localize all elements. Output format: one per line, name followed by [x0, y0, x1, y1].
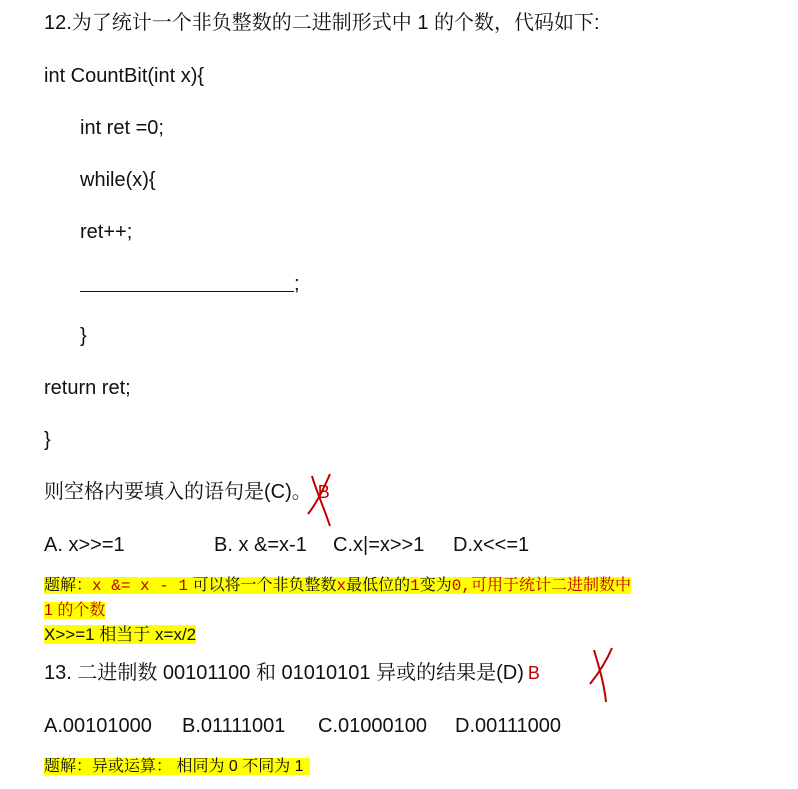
q13-option-b: B.01111001 — [182, 715, 286, 737]
code-line-1: int CountBit(int x){ — [44, 65, 205, 87]
code-blank-line — [80, 271, 300, 297]
q12-explanation-highlight-3: X>>=1 相当于 x=x/2 — [44, 625, 197, 644]
q12-question — [44, 479, 330, 505]
q13-option-c: C.01000100 — [318, 715, 427, 737]
q12-explanation-line-3 — [44, 621, 196, 647]
blank-semicolon: ; — [294, 273, 300, 295]
q12-title: 12.为了统计一个非负整数的二进制形式中 1 的个数，代码如下: — [44, 12, 600, 34]
q13-explanation — [44, 752, 310, 778]
q12-struck-answer: C — [270, 481, 286, 503]
q12-explanation-highlight-2: 1 的个数 — [44, 602, 106, 619]
code-line-4: ret++; — [80, 221, 133, 243]
explanation-one: 1 — [410, 577, 420, 595]
explanation-label: 题解： — [44, 577, 93, 594]
explanation-zero: 0, — [451, 577, 471, 595]
q13-cross-mark — [584, 644, 620, 704]
q13-question-prefix: 13. 二进制数 00101100 和 01010101 异或的结果是( — [44, 662, 503, 684]
q12-explanation-highlight-1 — [44, 577, 631, 594]
q12-option-d: D.x<<=1 — [453, 534, 530, 556]
q12-option-c: C.x|=x>>1 — [333, 534, 425, 556]
code-line-3: while(x){ — [80, 169, 156, 191]
q13-struck-answer: D — [502, 662, 518, 684]
code-line-2: int ret =0; — [80, 117, 164, 139]
q12-explanation-line-2 — [44, 596, 105, 622]
q12-option-a: A. x>>=1 — [44, 534, 125, 556]
q12-corrected-answer: B — [317, 482, 330, 502]
q13-corrected-answer: B — [527, 663, 540, 683]
q13-explanation-highlight: 题解：异或运算： 相同为 0 不同为 1 — [44, 758, 310, 775]
q12-option-b: B. x &=x-1 — [214, 534, 307, 556]
explanation-mid2: 最低位的 — [346, 577, 411, 594]
explanation-mid1: 可以将一个非负整数 — [192, 577, 337, 594]
q13-question — [44, 660, 540, 686]
q13-question-suffix: ) — [517, 662, 524, 684]
explanation-tail: 可用于统计二进制数中 — [470, 577, 631, 594]
explanation-x: x — [336, 577, 347, 595]
q13-option-a: A.00101000 — [44, 715, 152, 737]
explanation-mid3: 变为 — [419, 577, 452, 594]
q13-option-d: D.00111000 — [455, 715, 562, 737]
code-line-6: } — [80, 325, 87, 347]
q12-explanation-line-1 — [44, 571, 631, 597]
code-line-7: return ret; — [44, 377, 131, 399]
fill-in-blank — [80, 273, 294, 292]
q12-question-prefix: 则空格内要填入的语句是( — [44, 481, 271, 503]
code-line-8: } — [44, 429, 51, 451]
q12-question-suffix: )。 — [285, 481, 312, 503]
explanation-code: x &= x - 1 — [92, 577, 189, 595]
